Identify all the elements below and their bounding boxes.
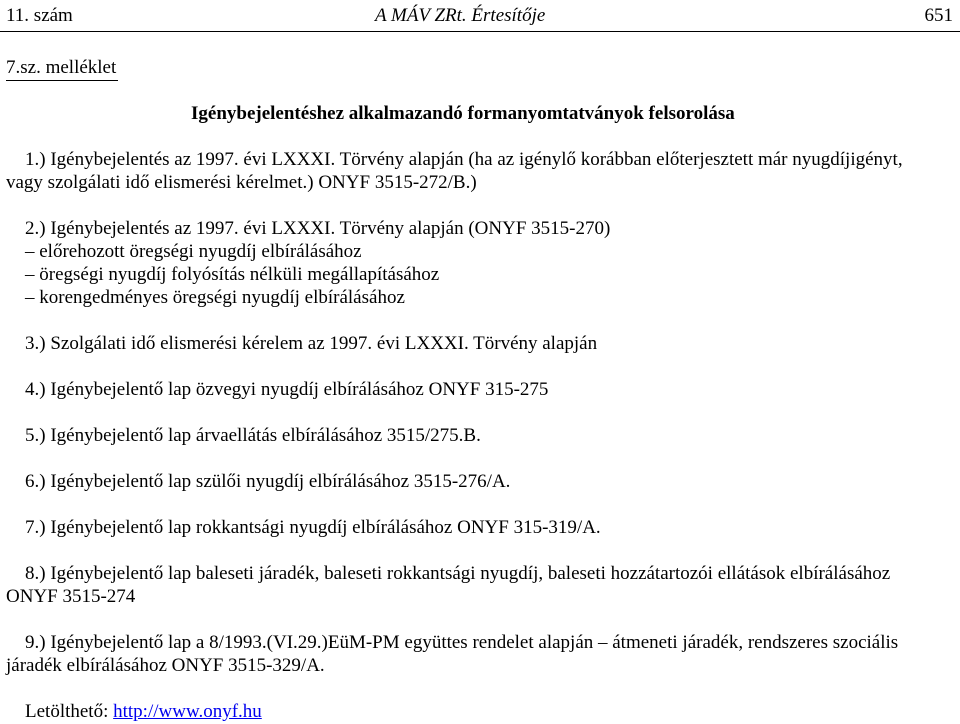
list-item-9 <box>6 631 898 677</box>
list-item-1 <box>6 148 903 194</box>
list-item-4 <box>6 378 548 401</box>
list-item-5-line1: 5.) Igénybejelentő lap árvaellátás elbírálásához 3515/275.B. <box>25 425 481 446</box>
list-subitem: – öregségi nyugdíj folyósítás nélküli megállapításához <box>25 264 440 285</box>
list-item-2 <box>6 217 610 309</box>
journal-title: A MÁV ZRt. Értesítője <box>375 5 546 26</box>
list-item-9-line1: 9.) Igénybejelentő lap a 8/1993.(VI.29.)EüM-PM együttes rendelet alapján – átmeneti járadék, rendszeres szociális <box>25 632 899 653</box>
issue-number: 11. szám <box>6 5 73 26</box>
list-item-5 <box>6 424 481 447</box>
annex-label: 7.sz. melléklet <box>6 57 117 78</box>
list-item-1-line1: 1.) Igénybejelentés az 1997. évi LXXXI. Törvény alapján (ha az igénylő korábban előterjesztett már nyugdíjigényt, <box>25 149 903 170</box>
list-item-7-line1: 7.) Igénybejelentő lap rokkantsági nyugdíj elbírálásához ONYF 315-319/A. <box>25 517 601 538</box>
list-subitem: – korengedményes öregségi nyugdíj elbírálásához <box>25 287 405 308</box>
annex-underline <box>6 80 118 81</box>
list-item-7 <box>6 516 601 539</box>
download-label: Letölthető: <box>25 701 114 722</box>
list-item-8-line2: ONYF 3515-274 <box>6 586 136 607</box>
list-item-4-line1: 4.) Igénybejelentő lap özvegyi nyugdíj elbírálásához ONYF 315-275 <box>25 379 549 400</box>
list-item-3 <box>6 332 597 355</box>
list-subitem: – előrehozott öregségi nyugdíj elbírálásához <box>25 241 362 262</box>
list-item-8-line1: 8.) Igénybejelentő lap baleseti járadék, baleseti rokkantsági nyugdíj, baleseti hozzátartozói ellátások elbírálásához <box>25 563 891 584</box>
list-item-1-line2: vagy szolgálati idő elismerési kérelmet.) ONYF 3515-272/B.) <box>6 172 477 193</box>
header-rule <box>0 31 960 32</box>
list-item-6-line1: 6.) Igénybejelentő lap szülői nyugdíj elbírálásához 3515-276/A. <box>25 471 511 492</box>
list-item-3-line1: 3.) Szolgálati idő elismerési kérelem az 1997. évi LXXXI. Törvény alapján <box>25 333 598 354</box>
download-link[interactable]: http://www.onyf.hu <box>113 701 262 722</box>
download-note <box>25 700 262 723</box>
document-title: Igénybejelentéshez alkalmazandó formanyomtatványok felsorolása <box>191 103 735 124</box>
list-item-2-line1: 2.) Igénybejelentés az 1997. évi LXXXI. Törvény alapján (ONYF 3515-270) <box>25 218 611 239</box>
page-number: 651 <box>924 5 953 26</box>
list-item-8 <box>6 562 890 608</box>
list-item-9-line2: járadék elbírálásához ONYF 3515-329/A. <box>6 655 325 676</box>
list-item-6 <box>6 470 510 493</box>
